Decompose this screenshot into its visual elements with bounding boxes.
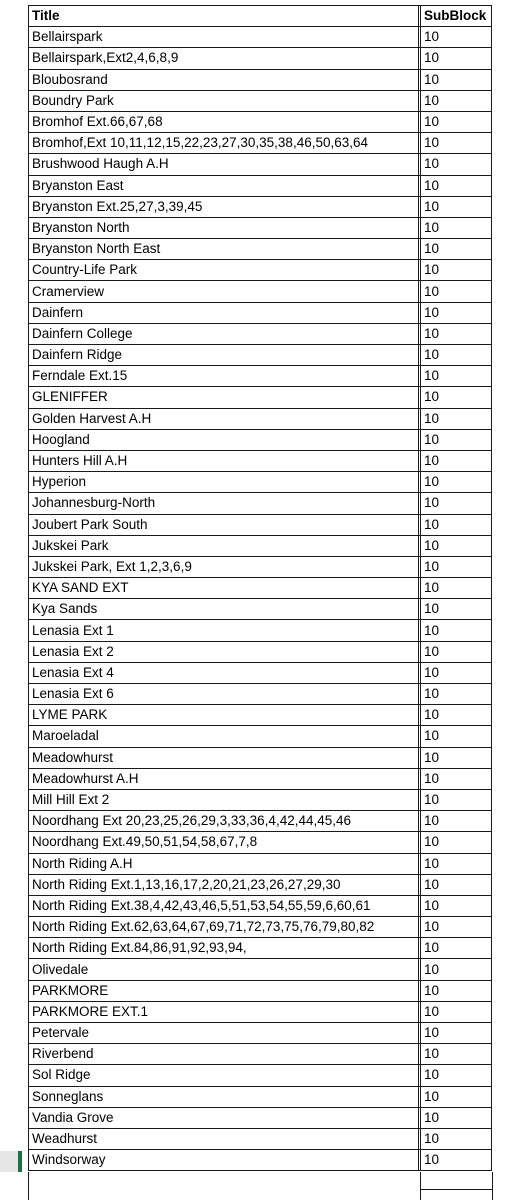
table-row xyxy=(29,27,492,48)
cell-subblock[interactable]: 10 xyxy=(421,133,492,154)
cell-subblock[interactable]: 10 xyxy=(421,599,492,620)
cell-title[interactable]: GLENIFFER xyxy=(29,387,419,408)
cell-title[interactable]: Jukskei Park, Ext 1,2,3,6,9 xyxy=(29,556,419,577)
table-row xyxy=(29,917,492,938)
table-row xyxy=(29,556,492,577)
table-row xyxy=(29,387,492,408)
table-row xyxy=(29,366,492,387)
cell-title[interactable]: Country-Life Park xyxy=(29,260,419,281)
table-row xyxy=(29,895,492,916)
cell-subblock[interactable]: 10 xyxy=(421,1001,492,1022)
cell-title[interactable]: North Riding A.H xyxy=(29,853,419,874)
table-row xyxy=(29,514,492,535)
table-row xyxy=(29,429,492,450)
cell-subblock[interactable]: 10 xyxy=(421,281,492,302)
table-row xyxy=(29,535,492,556)
cell-subblock[interactable]: 10 xyxy=(421,641,492,662)
cell-subblock[interactable]: 10 xyxy=(421,684,492,705)
table-row xyxy=(29,1107,492,1128)
cell-title[interactable]: Mill Hill Ext 2 xyxy=(29,789,419,810)
cell-subblock[interactable]: 10 xyxy=(421,175,492,196)
cell-subblock[interactable]: 10 xyxy=(421,90,492,111)
table-row xyxy=(29,980,492,1001)
table-row xyxy=(29,1128,492,1149)
cell-subblock[interactable]: 10 xyxy=(421,705,492,726)
table-row xyxy=(29,493,492,514)
cell-title[interactable]: Bromhof Ext.66,67,68 xyxy=(29,111,419,132)
cell-subblock[interactable]: 10 xyxy=(421,429,492,450)
cell-subblock[interactable]: 10 xyxy=(421,980,492,1001)
cell-subblock[interactable]: 10 xyxy=(421,895,492,916)
cell-title[interactable]: Lenasia Ext 6 xyxy=(29,684,419,705)
cell-subblock[interactable]: 10 xyxy=(421,811,492,832)
cell-title[interactable]: Golden Harvest A.H xyxy=(29,408,419,429)
cell-subblock[interactable]: 10 xyxy=(421,493,492,514)
cell-title[interactable]: North Riding Ext.1,13,16,17,2,20,21,23,26,27,29,30 xyxy=(29,874,419,895)
table-row xyxy=(29,789,492,810)
cell-subblock[interactable]: 10 xyxy=(421,196,492,217)
cell-title[interactable]: Maroeladal xyxy=(29,726,419,747)
table-row xyxy=(29,747,492,768)
cell-subblock[interactable]: 10 xyxy=(421,726,492,747)
cell-subblock[interactable]: 10 xyxy=(421,938,492,959)
cell-subblock[interactable]: 10 xyxy=(421,48,492,69)
cell-subblock[interactable]: 10 xyxy=(421,768,492,789)
cell-subblock[interactable]: 10 xyxy=(421,387,492,408)
cell-title[interactable]: Noordhang Ext.49,50,51,54,58,67,7,8 xyxy=(29,832,419,853)
table-row xyxy=(29,408,492,429)
cell-title[interactable]: Bryanston North East xyxy=(29,239,419,260)
cell-title[interactable]: Hyperion xyxy=(29,472,419,493)
cell-subblock[interactable]: 10 xyxy=(421,1150,492,1171)
table-row xyxy=(29,832,492,853)
table-row xyxy=(29,196,492,217)
cell-title[interactable]: Meadowhurst xyxy=(29,747,419,768)
table-row xyxy=(29,853,492,874)
cell-title[interactable]: Olivedale xyxy=(29,959,419,980)
cell-title[interactable]: Kya Sands xyxy=(29,599,419,620)
table-body xyxy=(29,27,492,1171)
cell-title[interactable]: Lenasia Ext 1 xyxy=(29,620,419,641)
cell-title[interactable]: Brushwood Haugh A.H xyxy=(29,154,419,175)
cell-title[interactable]: North Riding Ext.62,63,64,67,69,71,72,73,75,76,79,80,82 xyxy=(29,917,419,938)
cell-title[interactable]: PARKMORE xyxy=(29,980,419,1001)
column-header-title[interactable]: Title xyxy=(29,6,419,27)
table-row xyxy=(29,599,492,620)
table-row xyxy=(29,768,492,789)
table-row xyxy=(29,472,492,493)
cell-subblock[interactable]: 10 xyxy=(421,1128,492,1149)
cell-title[interactable]: Bryanston East xyxy=(29,175,419,196)
grid-line xyxy=(28,1172,29,1200)
table-row xyxy=(29,239,492,260)
table-row xyxy=(29,726,492,747)
empty-cells-below[interactable] xyxy=(420,1172,493,1200)
cell-subblock[interactable]: 10 xyxy=(421,323,492,344)
table-row xyxy=(29,260,492,281)
table-row xyxy=(29,302,492,323)
cell-title[interactable]: Vandia Grove xyxy=(29,1107,419,1128)
row-gutter xyxy=(0,5,28,1195)
table-row xyxy=(29,662,492,683)
cell-subblock[interactable]: 10 xyxy=(421,450,492,471)
table-row xyxy=(29,811,492,832)
table-row xyxy=(29,90,492,111)
table-row xyxy=(29,1023,492,1044)
cell-subblock[interactable]: 10 xyxy=(421,1044,492,1065)
cell-subblock[interactable]: 10 xyxy=(421,514,492,535)
cell-subblock[interactable]: 10 xyxy=(421,239,492,260)
cell-title[interactable]: Hoogland xyxy=(29,429,419,450)
cell-subblock[interactable]: 10 xyxy=(421,154,492,175)
cell-subblock[interactable]: 10 xyxy=(421,345,492,366)
active-cell-marker xyxy=(18,1151,22,1172)
cell-title[interactable]: Johannesburg-North xyxy=(29,493,419,514)
table-row xyxy=(29,938,492,959)
cell-title[interactable]: Petervale xyxy=(29,1023,419,1044)
cell-subblock[interactable]: 10 xyxy=(421,959,492,980)
cell-subblock[interactable]: 10 xyxy=(421,917,492,938)
cell-subblock[interactable]: 10 xyxy=(421,472,492,493)
cell-subblock[interactable]: 10 xyxy=(421,366,492,387)
table-row xyxy=(29,705,492,726)
table-row xyxy=(29,133,492,154)
table-row xyxy=(29,1150,492,1171)
cell-title[interactable]: Hunters Hill A.H xyxy=(29,450,419,471)
table-row xyxy=(29,684,492,705)
cell-title[interactable]: PARKMORE EXT.1 xyxy=(29,1001,419,1022)
cell-title[interactable]: North Riding Ext.84,86,91,92,93,94, xyxy=(29,938,419,959)
cell-subblock[interactable]: 10 xyxy=(421,620,492,641)
table-row xyxy=(29,217,492,238)
cell-subblock[interactable]: 10 xyxy=(421,556,492,577)
cell-title[interactable]: Sol Ridge xyxy=(29,1065,419,1086)
selected-row-gutter[interactable] xyxy=(0,1151,18,1172)
cell-subblock[interactable]: 10 xyxy=(421,578,492,599)
table-row xyxy=(29,323,492,344)
cell-title[interactable]: Dainfern Ridge xyxy=(29,345,419,366)
cell-title[interactable]: Bloubosrand xyxy=(29,69,419,90)
cell-subblock[interactable]: 10 xyxy=(421,535,492,556)
cell-subblock[interactable]: 10 xyxy=(421,217,492,238)
data-table xyxy=(28,5,492,1171)
cell-subblock[interactable]: 10 xyxy=(421,69,492,90)
cell-title[interactable]: Lenasia Ext 4 xyxy=(29,662,419,683)
cell-subblock[interactable]: 10 xyxy=(421,1086,492,1107)
table-row xyxy=(29,959,492,980)
table-row xyxy=(29,48,492,69)
table-row xyxy=(29,620,492,641)
table-row xyxy=(29,69,492,90)
cell-subblock[interactable]: 10 xyxy=(421,302,492,323)
cell-title[interactable]: Jukskei Park xyxy=(29,535,419,556)
cell-title[interactable]: Weadhurst xyxy=(29,1128,419,1149)
table-row xyxy=(29,281,492,302)
cell-subblock[interactable]: 10 xyxy=(421,874,492,895)
cell-subblock[interactable]: 10 xyxy=(421,260,492,281)
cell-subblock[interactable]: 10 xyxy=(421,662,492,683)
cell-title[interactable]: Noordhang Ext 20,23,25,26,29,3,33,36,4,42,44,45,46 xyxy=(29,811,419,832)
cell-subblock[interactable]: 10 xyxy=(421,111,492,132)
table-row xyxy=(29,345,492,366)
cell-subblock[interactable]: 10 xyxy=(421,853,492,874)
cell-subblock[interactable]: 10 xyxy=(421,789,492,810)
table-row xyxy=(29,641,492,662)
header-row xyxy=(29,6,492,27)
table-row xyxy=(29,111,492,132)
column-header-subblock[interactable]: SubBlock xyxy=(421,6,492,27)
cell-title[interactable]: Windsorway xyxy=(29,1150,419,1171)
cell-title[interactable]: Dainfern xyxy=(29,302,419,323)
cell-title[interactable]: Ferndale Ext.15 xyxy=(29,366,419,387)
table-row xyxy=(29,1086,492,1107)
cell-subblock[interactable]: 10 xyxy=(421,27,492,48)
table-row xyxy=(29,450,492,471)
cell-title[interactable]: North Riding Ext.38,4,42,43,46,5,51,53,54,55,59,6,60,61 xyxy=(29,895,419,916)
cell-title[interactable]: Bromhof,Ext 10,11,12,15,22,23,27,30,35,38,46,50,63,64 xyxy=(29,133,419,154)
grid-line xyxy=(421,1189,492,1190)
cell-title[interactable]: Sonneglans xyxy=(29,1086,419,1107)
cell-subblock[interactable]: 10 xyxy=(421,408,492,429)
cell-subblock[interactable]: 10 xyxy=(421,1023,492,1044)
cell-title[interactable]: KYA SAND EXT xyxy=(29,578,419,599)
table-row xyxy=(29,578,492,599)
cell-subblock[interactable]: 10 xyxy=(421,832,492,853)
cell-title[interactable]: Boundry Park xyxy=(29,90,419,111)
table-row xyxy=(29,175,492,196)
cell-subblock[interactable]: 10 xyxy=(421,1065,492,1086)
cell-title[interactable]: Bellairspark xyxy=(29,27,419,48)
cell-title[interactable]: Bellairspark,Ext2,4,6,8,9 xyxy=(29,48,419,69)
cell-title[interactable]: Dainfern College xyxy=(29,323,419,344)
table-row xyxy=(29,874,492,895)
cell-title[interactable]: Bryanston Ext.25,27,3,39,45 xyxy=(29,196,419,217)
table-row xyxy=(29,1044,492,1065)
cell-title[interactable]: Bryanston North xyxy=(29,217,419,238)
cell-title[interactable]: Lenasia Ext 2 xyxy=(29,641,419,662)
cell-subblock[interactable]: 10 xyxy=(421,747,492,768)
cell-title[interactable]: Meadowhurst A.H xyxy=(29,768,419,789)
cell-title[interactable]: Joubert Park South xyxy=(29,514,419,535)
table-row xyxy=(29,1065,492,1086)
table-row xyxy=(29,154,492,175)
cell-subblock[interactable]: 10 xyxy=(421,1107,492,1128)
cell-title[interactable]: Riverbend xyxy=(29,1044,419,1065)
cell-title[interactable]: LYME PARK xyxy=(29,705,419,726)
cell-title[interactable]: Cramerview xyxy=(29,281,419,302)
table-row xyxy=(29,1001,492,1022)
